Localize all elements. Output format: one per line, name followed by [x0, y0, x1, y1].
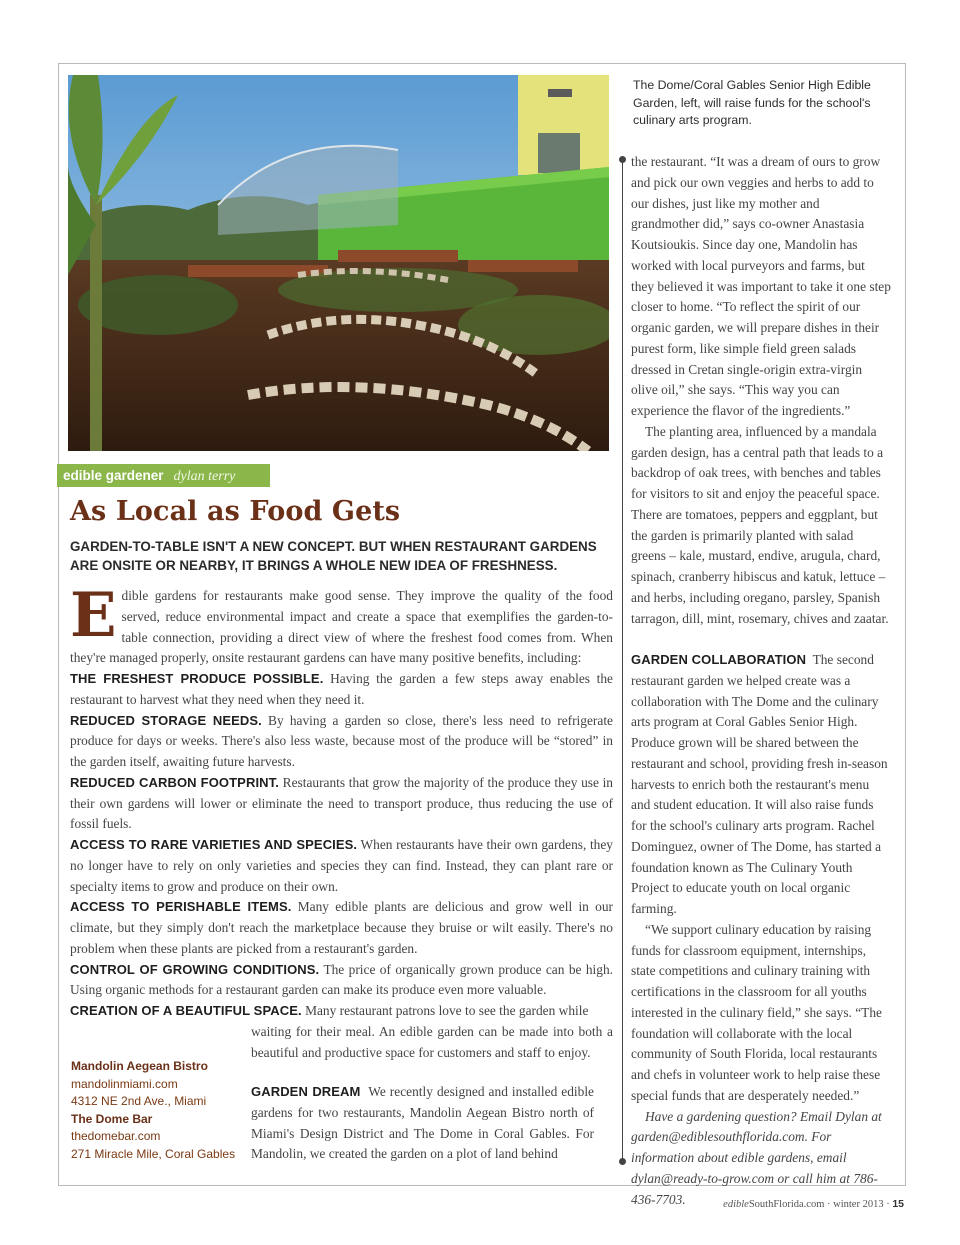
restaurant-address: 271 Miracle Mile, Coral Gables [71, 1146, 236, 1161]
restaurant-address: 4312 NE 2nd Ave., Miami [71, 1094, 207, 1109]
benefit-item [70, 960, 613, 1002]
benefit-text: When restaurants have their own gardens, they no longer have to rely on only varieties and species they can find. Instead, they can plant rare or specialty items to grow and produce on their own. [70, 837, 613, 894]
page-number: 15 [892, 1198, 904, 1210]
restaurant-info-box [71, 1058, 246, 1164]
footer-brand: SouthFlorida.com · winter 2013 · [748, 1199, 890, 1210]
benefit-item [70, 669, 613, 711]
right-column [631, 152, 891, 1210]
article-title: As Local as Food Gets [70, 496, 401, 527]
garden-dream-section [251, 1082, 594, 1165]
benefit-item [70, 897, 613, 959]
restaurant-name: Mandolin Aegean Bistro [71, 1059, 208, 1073]
garden-photo [68, 75, 609, 451]
left-column [70, 580, 614, 1063]
intro-paragraph [70, 580, 613, 669]
restaurant-name: The Dome Bar [71, 1111, 153, 1126]
benefit-item [70, 835, 613, 897]
restaurant-url[interactable]: mandolinmiami.com [71, 1076, 178, 1091]
benefit-head: CONTROL OF GROWING CONDITIONS. [70, 961, 320, 977]
column-tag [57, 464, 270, 487]
right-paragraph: the restaurant. “It was a dream of ours to grow and pick our own veggies and herbs to add to our dishes, just like my mother and grandmother did,” says co-owner Anastasia Koutsioukis. Since day one, Mandolin has worked with local purveyors and farms, but they believed it was important to take it one step closer to home. “To reflect the spirit of our organic garden, we will prepare dishes in their purest form, like simple field green salads dressed in Cretan single-origin extra-virgin olive oil,” she says. “This way you can experience the flavor of the ingredients.” [631, 154, 891, 418]
garden-dream-head: GARDEN DREAM [251, 1084, 361, 1099]
drop-cap: E [70, 580, 117, 651]
footer-brand-italic: edible [723, 1199, 749, 1210]
benefit-text: Restaurants that grow the majority of the produce they use in their own gardens will lower or eliminate the need to transport produce, thus reducing the use of fossil fuels. [70, 774, 613, 832]
benefit-text: The price of organically grown produce can be high. Using organic methods for a restaurant garden can make its produce even more valuable. [70, 961, 614, 998]
benefit-head: REDUCED CARBON FOOTPRINT. [70, 774, 279, 790]
article-deck: GARDEN-TO-TABLE ISN'T A NEW CONCEPT. BUT WHEN RESTAURANT GARDENS ARE ONSITE OR NEARBY, IT BRINGS A WHOLE NEW IDEA OF FRESHNESS. [70, 539, 597, 573]
restaurant-url[interactable]: thedomebar.com [71, 1129, 161, 1144]
rule-dot [619, 1158, 626, 1165]
garden-photo-illustration [68, 75, 609, 451]
benefit-item-last [70, 1001, 613, 1022]
benefit-head: THE FRESHEST PRODUCE POSSIBLE. [70, 671, 324, 686]
benefit-text: Many restaurant patrons love to see the garden while [305, 1003, 589, 1018]
right-paragraph: The planting area, influenced by a mandala garden design, has a central path that leads to a backdrop of oak trees, with benches and tables for visitors to sit and enjoy the peaceful space. There are tomatoes, peppers and eggplant, but the garden is primarily planted with salad greens – kale, mustard, endive, arugula, chard, spinach, cranberry hibiscus and katuk, lettuce – and herbs, including oregano, parsley, Spanish tarragon, dill, mint, rosemary, chives and zaatar. [631, 423, 889, 626]
author-name: dylan terry [173, 469, 236, 484]
benefit-text: Having the garden a few steps away enables the restaurant to harvest what they need when they need it. [70, 671, 613, 707]
collaboration-paragraph [631, 650, 891, 920]
intro-text: dible gardens for restaurants make good sense. They improve the quality of the food served, reduce environmental impact and create a space that exemplifies the garden-to-table connection, providing a direct view of where the freshest food comes from. When they're managed properly, onsite restaurant gardens can have many positive benefits, including: [70, 588, 613, 666]
photo-caption: The Dome/Coral Gables Senior High Edible Garden, left, will raise funds for the school's culinary arts program. [633, 78, 871, 127]
section-label: edible gardener [63, 468, 164, 483]
benefit-text-continued: waiting for their meal. An edible garden can be made into both a beautiful and productive space for customers and staff to enjoy. [251, 1023, 613, 1060]
collaboration-text: The second restaurant garden we helped create was a collaboration with The Dome and the culinary arts program at Coral Gables Senior High. Produce grown will be shared between the restaurant and school, providing fresh in-season harvests to enrich both the restaurant's menu and student education. It will also raise funds for the school's culinary arts program. Rachel Dominguez, owner of The Dome, has started a foundation known as The Culinary Youth Project to educate youth on local organic farming. [631, 652, 888, 916]
benefit-head: REDUCED STORAGE NEEDS. [70, 712, 262, 728]
benefit-item [70, 711, 613, 773]
closing-note: Have a gardening question? Email Dylan at garden@ediblesouthflorida.com. For information about edible gardens, email dylan@ready-to-grow.com or call him at 786-436-7703. [631, 1108, 882, 1207]
collaboration-head: GARDEN COLLABORATION [631, 652, 807, 667]
right-paragraph: “We support culinary education by raising funds for classroom equipment, internships, state competitions and culinary training with certifications in the classroom for all youths interested in the culinary field,” she says. “The foundation will collaborate with the local community of South Florida, local restaurants and chefs in volunteer work to help raise these special funds that are desperately needed.” [631, 921, 882, 1103]
benefit-head: ACCESS TO RARE VARIETIES AND SPECIES. [70, 837, 358, 852]
page-footer [723, 1198, 904, 1210]
garden-dream-text: We recently designed and installed edible gardens for two restaurants, Mandolin Aegean Bistro north of Miami's Design District and The Dome in Coral Gables. For Mandolin, we created the garden on a plot of land behind [251, 1084, 595, 1162]
spacer [631, 629, 891, 650]
benefit-text: Many edible plants are delicious and grow well in our climate, but they simply don't reach the marketplace because they bruise or wilt easily. There's no problem when these plants are picked from a restaurant's garden. [70, 899, 613, 956]
rule-dot [619, 156, 626, 163]
benefit-head: CREATION OF A BEAUTIFUL SPACE. [70, 1003, 302, 1018]
benefit-text: By having a garden so close, there's less need to refrigerate produce for days or weeks. There's also less waste, because most of the produce will be “stored” in the garden itself, awaiting future harvests. [70, 712, 613, 769]
column-rule [622, 158, 623, 1162]
benefit-head: ACCESS TO PERISHABLE ITEMS. [70, 899, 292, 915]
benefit-item [70, 773, 613, 835]
